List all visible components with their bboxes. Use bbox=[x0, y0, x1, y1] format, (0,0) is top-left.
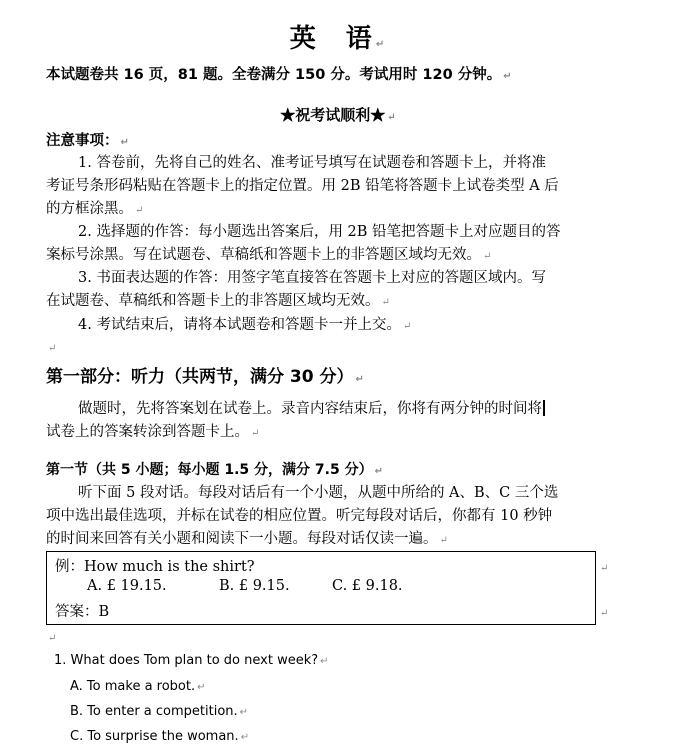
intro-line bbox=[46, 64, 512, 88]
section1-desc-line-1 bbox=[78, 482, 558, 504]
paragraph-mark: ↵ bbox=[381, 297, 390, 308]
example-option-a: A. £ 19.15. bbox=[87, 578, 167, 594]
paragraph-mark: ↵ bbox=[374, 466, 383, 477]
option-text: C. To surprise the woman. bbox=[70, 729, 239, 744]
section1-desc-line-3 bbox=[46, 528, 448, 552]
question-1-stem-text: 1. What does Tom plan to do next week? bbox=[54, 653, 319, 668]
note-text: 2. 选择题的作答：每小题选出答案后，用 2B 铅笔把答题卡上对应题目的答 bbox=[78, 224, 561, 240]
part1-heading-text: 第一部分：听力（共两节，满分 30 分） bbox=[46, 367, 354, 387]
section1-desc-line-2 bbox=[46, 505, 552, 527]
note-item-3-line-2 bbox=[46, 290, 390, 314]
intro-text: 本试题卷共 16 页，81 题。全卷满分 150 分。考试用时 120 分钟。 bbox=[46, 67, 502, 83]
paragraph-mark: ↵ bbox=[387, 112, 396, 123]
option-text: A. To make a robot. bbox=[70, 679, 196, 694]
blank-line bbox=[46, 336, 56, 360]
option-text: B. To enter a competition. bbox=[70, 704, 238, 719]
blank-line-2 bbox=[46, 626, 56, 650]
note-text: 的方框涂黑。 bbox=[46, 201, 133, 217]
paragraph-mark: ↵ bbox=[503, 71, 512, 82]
example-option-c: C. £ 9.18. bbox=[332, 578, 403, 594]
title-part1: 英 bbox=[289, 24, 318, 54]
note-item-1-line-2 bbox=[46, 175, 559, 197]
part1-desc-line-1 bbox=[78, 398, 545, 420]
section1-heading bbox=[46, 459, 383, 483]
paragraph-mark: ↵ bbox=[48, 343, 57, 354]
paragraph-mark: ↵ bbox=[251, 428, 260, 439]
example-box bbox=[46, 551, 596, 625]
paragraph-mark: ↵ bbox=[48, 633, 57, 644]
note-text: 4. 考试结束后，请将本试题卷和答题卡一并上交。 bbox=[78, 317, 401, 333]
text-cursor bbox=[543, 400, 545, 416]
section1-desc-text: 听下面 5 段对话。每段对话后有一个小题，从题中所给的 A、B、C 三个选 bbox=[78, 485, 559, 501]
paragraph-mark: ↵ bbox=[120, 137, 129, 148]
note-text: 在试题卷、草稿纸和答题卡上的非答题区域均无效。 bbox=[46, 293, 380, 309]
note-text: 1. 答卷前，先将自己的姓名、准考证号填写在试题卷和答题卡上，并将准 bbox=[78, 155, 546, 171]
paragraph-mark: ↵ bbox=[240, 732, 250, 743]
section1-heading-text: 第一节（共 5 小题；每小题 1.5 分，满分 7.5 分） bbox=[46, 462, 373, 478]
question-1-option-a bbox=[70, 679, 206, 694]
part1-desc-line-2 bbox=[46, 421, 259, 445]
note-text: 案标号涂黑。写在试题卷、草稿纸和答题卡上的非答题区域均无效。 bbox=[46, 247, 481, 263]
note-item-4-line-1 bbox=[78, 314, 411, 338]
example-answer: 答案：B bbox=[55, 604, 110, 620]
box-mark-2 bbox=[598, 601, 608, 625]
notes-heading-text: 注意事项： bbox=[46, 133, 119, 149]
example-option-b: B. £ 9.15. bbox=[219, 578, 290, 594]
part1-desc-text: 做题时，先将答案划在试卷上。录音内容结束后，你将有两分钟的时间将 bbox=[78, 401, 542, 417]
paragraph-mark: ↵ bbox=[135, 205, 144, 216]
paragraph-mark: ↵ bbox=[600, 608, 609, 619]
notes-heading bbox=[46, 130, 129, 154]
section1-desc-text: 的时间来回答有关小题和阅读下一小题。每段对话仅读一遍。 bbox=[46, 531, 438, 547]
question-1-stem bbox=[54, 653, 329, 668]
note-item-1-line-3 bbox=[46, 198, 143, 222]
page-title bbox=[0, 18, 676, 55]
paragraph-mark: ↵ bbox=[483, 251, 492, 262]
paragraph-mark: ↵ bbox=[239, 707, 249, 718]
paragraph-mark: ↵ bbox=[355, 374, 364, 385]
paragraph-mark: ↵ bbox=[439, 535, 448, 546]
box-mark-1 bbox=[598, 556, 608, 580]
paragraph-mark: ↵ bbox=[197, 682, 206, 693]
part1-desc-text: 试卷上的答案转涂到答题卡上。 bbox=[46, 424, 249, 440]
note-item-2-line-1 bbox=[78, 221, 561, 243]
part1-heading bbox=[46, 366, 364, 391]
note-item-2-line-2 bbox=[46, 244, 491, 268]
note-text: 3. 书面表达题的作答：用签字笔直接答在答题卡上对应的答题区域内。写 bbox=[78, 270, 546, 286]
paragraph-mark: ↵ bbox=[402, 321, 412, 332]
wish-text: ★祝考试顺利★ bbox=[280, 106, 386, 124]
note-item-3-line-1 bbox=[78, 267, 546, 289]
paragraph-mark: ↵ bbox=[375, 39, 387, 50]
note-text: 考证号条形码粘贴在答题卡上的指定位置。用 2B 铅笔将答题卡上试卷类型 A 后 bbox=[46, 178, 559, 194]
wish-line bbox=[0, 104, 676, 125]
paragraph-mark: ↵ bbox=[320, 656, 329, 667]
title-part2: 语 bbox=[345, 24, 374, 54]
section1-desc-text: 项中选出最佳选项，并标在试卷的相应位置。听完每段对话后，你都有 10 秒钟 bbox=[46, 508, 553, 524]
example-question: 例：How much is the shirt? bbox=[55, 559, 255, 575]
paragraph-mark: ↵ bbox=[600, 563, 609, 574]
note-item-1-line-1 bbox=[78, 152, 546, 174]
question-1-option-b bbox=[70, 704, 248, 719]
question-1-option-c bbox=[70, 729, 249, 744]
